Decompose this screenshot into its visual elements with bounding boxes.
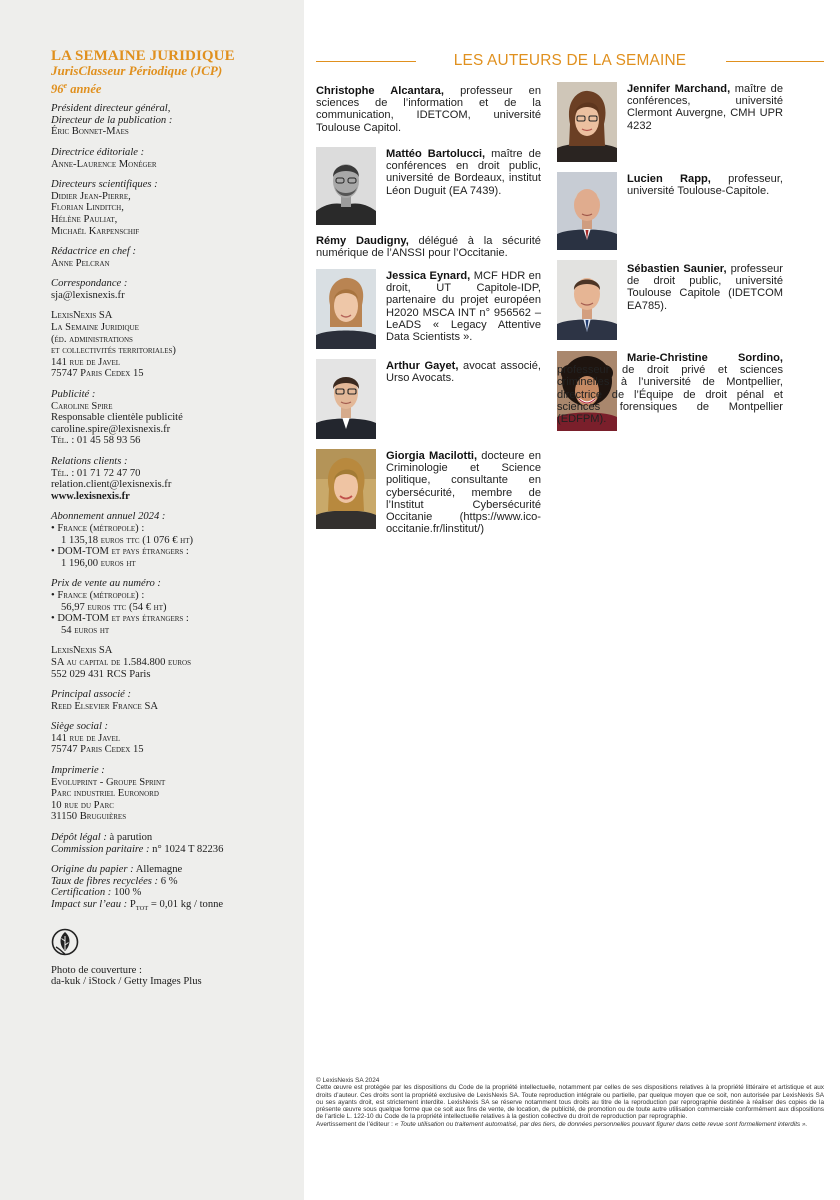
subscription-france: • France (métropole) :	[51, 522, 145, 534]
author-name: Jennifer Marchand,	[627, 83, 731, 95]
legal-deposit-value: à parution	[106, 832, 153, 844]
author-bio: maître de conférences, université Clermont Auvergne, CMH UPR 4232	[627, 83, 784, 132]
scientific-name-3: Hélène Pauliat,	[51, 213, 118, 225]
publisher-warning	[316, 1121, 824, 1128]
client-relations-phone-label: Tél. :	[51, 467, 75, 479]
recycled-rate	[51, 876, 284, 888]
joint-commission-value: n° 1024 T 82236	[149, 843, 224, 855]
author-name: Lucien Rapp,	[627, 173, 711, 185]
author-name: Rémy Daudigny,	[316, 235, 409, 247]
author-name: Jessica Eynard,	[386, 270, 471, 282]
joint-commission	[51, 844, 284, 856]
client-relations-phone-number: 01 71 72 47 70	[74, 467, 141, 479]
author-entry-rapp	[627, 173, 783, 197]
capital-line-2: SA au capital de 1.584.800 euros	[51, 656, 191, 668]
client-relations-email[interactable]: relation.client@lexisnexis.fr	[51, 479, 172, 491]
client-relations-label: Relations clients :	[51, 456, 128, 467]
printer-line-1: Evoluprint - Groupe Sprint	[51, 776, 166, 788]
associate-label: Principal associé :	[51, 689, 132, 701]
address-line-6: 75747 Paris Cedex 15	[51, 368, 144, 380]
advertising-email[interactable]: caroline.spire@lexisnexis.fr	[51, 423, 171, 435]
legal-deposit-label: Dépôt légal :	[51, 832, 107, 844]
capital-line-1: LexisNexis SA	[51, 645, 113, 657]
author-name: Marie-Christine Sordino,	[627, 352, 783, 364]
cover-photo-label: Photo de couverture :	[51, 964, 142, 976]
author-bio: professeur de droit public, université Toulouse Capitole (IDETCOM EA785).	[627, 263, 783, 312]
associate-block	[51, 689, 284, 712]
correspondence-label: Correspondance :	[51, 278, 128, 290]
eco-leaf-icon	[51, 928, 79, 956]
author-photo-bartolucci	[316, 147, 376, 225]
author-photo-rapp	[557, 172, 617, 250]
masthead-sidebar	[0, 0, 304, 1200]
scientific-name-4: Michaël Karpenschif	[51, 225, 140, 237]
address-line-3: (éd. administrations	[51, 333, 133, 345]
header-rule-right	[726, 61, 824, 62]
scientific-name-2: Florian Linditch,	[51, 202, 124, 214]
paper-origin-value: Allemagne	[133, 864, 183, 876]
author-entry-macilotti	[386, 450, 541, 535]
cover-photo-block	[51, 965, 284, 988]
author-photo-gayet	[316, 359, 376, 439]
year-number: 96	[51, 82, 64, 97]
author-bio: délégué à la sécurité numérique de l’ANSSI pour l’Occitanie.	[316, 235, 541, 260]
publisher-warning-label: Avertissement de l’éditeur :	[316, 1120, 395, 1128]
author-bio: professeur de droit privé et sciences criminelles à l’université de Montpellier, directrice de l’Équipe de droit pénal et sciences forensiques de Montpellier (EDFPM).	[557, 364, 783, 426]
printer-line-3: 10 rue du Parc	[51, 799, 114, 811]
water-impact-p: P	[127, 899, 136, 910]
water-impact	[51, 899, 284, 915]
scientific-block	[51, 179, 284, 237]
author-entry-alcantara	[316, 85, 541, 134]
unit-price-france: • France (métropole) :	[51, 589, 145, 601]
author-name: Giorgia Macilotti,	[386, 450, 478, 462]
capital-block	[51, 645, 284, 680]
president-name: Éric Bonnet-Maes	[51, 126, 129, 138]
legal-deposit-block	[51, 832, 284, 855]
author-photo-eynard	[316, 269, 376, 349]
cover-photo-credit: da-kuk / iStock / Getty Images Plus	[51, 976, 202, 988]
printer-line-4: 31150 Bruguières	[51, 811, 127, 823]
unit-price-foreign-price: 54 euros ht	[61, 624, 110, 636]
author-bio: professeur, université Toulouse-Capitole.	[627, 173, 783, 198]
certification-label: Certification :	[51, 887, 112, 899]
client-relations-phone	[51, 468, 284, 480]
author-bio: MCF HDR en droit, UT Capitole-IDP, partenaire du projet européen H2020 MSCA INT n° 956562 – LeADS « Legacy Attentive Data Scientists ».	[386, 270, 542, 344]
author-entry-marchand	[627, 83, 783, 132]
president-role-1: Président directeur général,	[51, 103, 171, 115]
copyright-footer	[316, 1077, 824, 1128]
advertising-phone	[51, 435, 284, 447]
certification-value: 100 %	[111, 887, 142, 899]
author-bio: avocat associé, Urso Avocats.	[386, 360, 542, 385]
subscription-foreign: • DOM-TOM et pays étrangers :	[51, 546, 189, 558]
unit-price-france-price: 56,97 euros ttc (54 € ht)	[61, 601, 167, 613]
printer-block	[51, 765, 284, 823]
editorial-block	[51, 147, 284, 170]
recycled-rate-label: Taux de fibres recyclées :	[51, 875, 159, 887]
printer-line-2: Parc industriel Euronord	[51, 788, 159, 800]
subscription-block	[51, 511, 284, 569]
advertising-phone-number: 01 45 58 93 56	[74, 435, 141, 447]
website-link[interactable]: www.lexisnexis.fr	[51, 490, 130, 502]
author-name: Christophe Alcantara,	[316, 85, 444, 97]
recycled-rate-value: 6 %	[158, 875, 178, 887]
author-entry-gayet	[386, 360, 541, 384]
publisher-warning-text: « Toute utilisation ou traitement automatisé, par des tiers, de données personnelles pouvant figurer dans cette revue sont formellement interdits ».	[394, 1120, 808, 1128]
year-word: année	[67, 82, 102, 97]
head-office-label: Siège social :	[51, 721, 109, 733]
chief-role: Rédactrice en chef :	[51, 246, 136, 258]
head-office-block	[51, 721, 284, 756]
author-entry-saunier	[627, 263, 783, 312]
authors-header	[316, 50, 824, 74]
subscription-foreign-price: 1 196,00 euros ht	[61, 557, 136, 569]
correspondence-email[interactable]: sja@lexisnexis.fr	[51, 289, 125, 301]
copyright-line: © LexisNexis SA 2024	[316, 1077, 380, 1084]
author-bio: maître de conférences en droit public, université de Bordeaux, institut Léon Duguit (EA 7439).	[386, 148, 541, 197]
head-office-line-2: 75747 Paris Cedex 15	[51, 744, 144, 756]
scientific-name-1: Didier Jean-Pierre,	[51, 190, 131, 202]
unit-price-foreign: • DOM-TOM et pays étrangers :	[51, 613, 189, 625]
address-line-5: 141 rue de Javel	[51, 356, 121, 368]
paper-origin	[51, 864, 284, 876]
masthead-subtitle: JurisClasseur Périodique (JCP)	[51, 62, 223, 78]
client-relations-block	[51, 456, 284, 502]
joint-commission-label: Commission paritaire :	[51, 843, 150, 855]
chief-name: Anne Pelcran	[51, 257, 110, 269]
editorial-name: Anne-Laurence Monéger	[51, 158, 157, 170]
printer-label: Imprimerie :	[51, 765, 105, 777]
authors-header-title: LES AUTEURS DE LA SEMAINE	[453, 52, 687, 69]
chief-block	[51, 246, 284, 269]
author-entry-daudigny	[316, 235, 541, 259]
water-impact-value: = 0,01 kg / tonne	[148, 899, 224, 910]
subscription-label: Abonnement annuel 2024 :	[51, 511, 166, 523]
legal-notice: Cette œuvre est protégée par les dispositions du Code de la propriété intellectuelle, notamment par celles de ses dispositions relatives à la propriété littéraire et artistique et aux droits d’auteur. Ces droits sont la propriété exclusive de LexisNexis SA. Toute reproduction intégrale ou partielle, par quelque moyen que ce soit, non autorisée par LexisNexis SA ou ses ayants droit, est strictement interdite. LexisNexis SA se réserve notamment tous droits au titre de la reproduction par reprographie destinée à réaliser des copies de la présente œuvre sous quelque forme que ce soit aux fins de vente, de location, de publicité, de promotion ou de toute autre utilisation commerciale conformément aux dispositions de l’article L. 122-10 du Code de la propriété intellectuelle relatives à la gestion collective du droit de reproduction par reprographie.	[316, 1084, 824, 1121]
masthead-year	[51, 78, 284, 97]
paper-block	[51, 864, 284, 914]
author-entry-sordino	[557, 352, 783, 425]
advertising-title: Responsable clientèle publicité	[51, 412, 183, 424]
address-line-1: LexisNexis SA	[51, 310, 113, 322]
correspondence-block	[51, 278, 284, 301]
water-impact-sub: TOT	[135, 905, 149, 913]
advertising-block	[51, 389, 284, 447]
author-name: Arthur Gayet,	[386, 360, 459, 372]
scientific-role: Directeurs scientifiques :	[51, 179, 158, 191]
president-block	[51, 103, 284, 138]
legal-deposit	[51, 832, 284, 844]
author-bio: docteure en Criminologie et Science politique, consultante en cybersécurité, membre de l’Institut Cybersécurité Occitanie (https://www.ico-occitanie.fr/linstitut/)	[386, 450, 541, 536]
author-photo-saunier	[557, 260, 617, 340]
capital-line-3: 552 029 431 RCS Paris	[51, 668, 151, 680]
editorial-role: Directrice éditoriale :	[51, 146, 145, 158]
advertising-phone-label: Tél. :	[51, 435, 75, 447]
address-line-2: La Semaine Juridique	[51, 322, 139, 334]
address-line-4: et collectivités territoriales)	[51, 345, 176, 357]
certification	[51, 887, 284, 899]
address-block	[51, 310, 284, 380]
author-entry-eynard	[386, 270, 541, 343]
water-impact-label: Impact sur l’eau :	[51, 899, 128, 910]
author-entry-bartolucci	[386, 148, 541, 197]
author-photo-macilotti	[316, 449, 376, 529]
masthead-title: LA SEMAINE JURIDIQUE	[51, 48, 235, 64]
advertising-name: Caroline Spire	[51, 400, 113, 412]
unit-price-label: Prix de vente au numéro :	[51, 578, 161, 590]
paper-origin-label: Origine du papier :	[51, 864, 134, 876]
subscription-france-price: 1 135,18 euros ttc (1 076 € ht)	[61, 534, 194, 546]
president-role-2: Directeur de la publication :	[51, 114, 173, 126]
head-office-line-1: 141 rue de Javel	[51, 732, 121, 744]
year-suffix: e	[63, 81, 68, 90]
author-name: Mattéo Bartolucci,	[386, 148, 486, 160]
unit-price-block	[51, 578, 284, 636]
author-bio: professeur en sciences de l’information et de la communication, IDETCOM, université Toulouse Capitol.	[316, 85, 541, 134]
associate-name: Reed Elsevier France SA	[51, 700, 159, 712]
author-name: Sébastien Saunier,	[627, 263, 727, 275]
advertising-label: Publicité :	[51, 389, 96, 401]
author-photo-marchand	[557, 82, 617, 162]
